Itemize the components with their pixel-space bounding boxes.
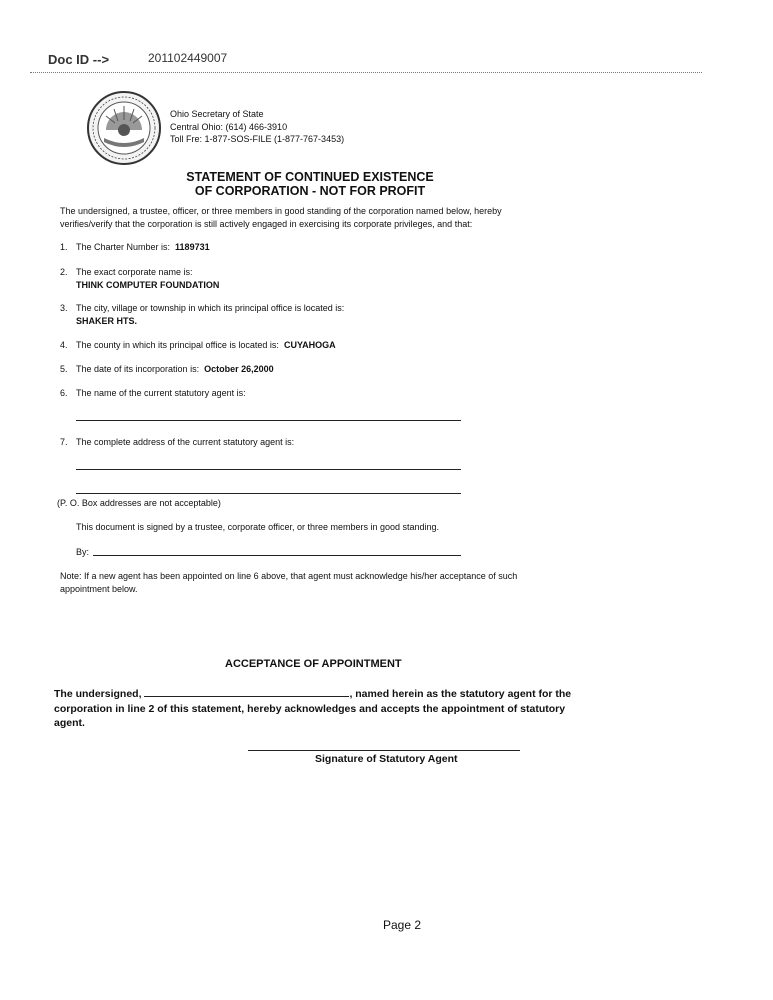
acceptance-statement — [54, 686, 574, 731]
office-contact — [170, 108, 344, 146]
item-label: The exact corporate name is: — [76, 267, 193, 277]
item-number: 1. — [60, 242, 68, 252]
agent-signature-label: Signature of Statutory Agent — [315, 753, 458, 765]
item-label: The complete address of the current statutory agent is: — [76, 437, 295, 447]
item-label: The name of the current statutory agent is: — [76, 388, 246, 398]
statutory-agent-address-line-1[interactable] — [76, 469, 461, 470]
item-number: 5. — [60, 364, 68, 374]
office-name: Ohio Secretary of State — [170, 109, 264, 119]
by-signature-line[interactable] — [93, 555, 461, 556]
item-number: 2. — [60, 267, 68, 277]
doc-id-label: Doc ID --> — [48, 52, 110, 67]
item-incorporation-date — [60, 363, 274, 376]
charter-number-value: 1189731 — [175, 242, 210, 252]
po-box-note: (P. O. Box addresses are not acceptable) — [57, 498, 221, 508]
page-number: Page 2 — [383, 918, 422, 932]
form-intro: The undersigned, a trustee, officer, or three members in good standing of the corporation named below, hereby verifies/verify that the corporation is still actively engaged in exercising its corporate privileges, and that: — [60, 206, 502, 229]
item-statutory-agent-name — [60, 387, 246, 400]
statutory-agent-address-line-2[interactable] — [76, 493, 461, 494]
form-title — [140, 170, 480, 198]
acceptance-suffix: , named herein as the statutory agent for the corporation in line 2 of this statement, hereby acknowledges and accepts the appointment of statutory agent. — [54, 688, 572, 729]
corporate-name-value: THINK COMPUTER FOUNDATION — [76, 280, 220, 290]
item-number: 3. — [60, 303, 68, 313]
signed-by-text: This document is signed by a trustee, corporate officer, or three members in good standing. — [76, 522, 440, 532]
form-title-line-1: STATEMENT OF CONTINUED EXISTENCE — [186, 170, 434, 184]
agent-signature-line[interactable] — [248, 750, 520, 751]
doc-id-value: 201102449007 — [148, 51, 228, 65]
acceptance-prefix: The undersigned, — [54, 688, 142, 700]
incorporation-date-value: October 26,2000 — [204, 364, 274, 374]
item-number: 4. — [60, 340, 68, 350]
item-number: 6. — [60, 388, 68, 398]
item-principal-office-city — [60, 302, 344, 328]
agent-name-field[interactable] — [144, 686, 349, 697]
item-label: The county in which its principal office is located is: — [76, 340, 279, 350]
header-divider — [30, 72, 702, 73]
statutory-agent-name-line[interactable] — [76, 420, 461, 421]
new-agent-note: Note: If a new agent has been appointed on line 6 above, that agent must acknowledge his/her acceptance of such appointment below. — [60, 571, 518, 594]
by-label: By: — [76, 547, 90, 557]
office-phone: Central Ohio: (614) 466-3910 — [170, 121, 288, 132]
form-title-line-2: OF CORPORATION - NOT FOR PROFIT — [194, 184, 426, 198]
acceptance-title: ACCEPTANCE OF APPOINTMENT — [225, 658, 402, 670]
item-charter-number — [60, 241, 210, 254]
ohio-seal-icon — [86, 90, 162, 166]
item-statutory-agent-address — [60, 436, 294, 449]
office-toll-free: Toll Fre: 1-877-SOS-FILE (1-877-767-3453) — [170, 134, 345, 144]
item-corporate-name — [60, 266, 219, 292]
item-number: 7. — [60, 437, 68, 447]
item-label: The city, village or township in which its principal office is located is: — [76, 303, 345, 313]
item-label: The date of its incorporation is: — [76, 364, 200, 374]
item-label: The Charter Number is: — [76, 242, 171, 252]
county-value: CUYAHOGA — [283, 340, 336, 350]
item-county — [60, 339, 336, 352]
principal-office-city-value: SHAKER HTS. — [76, 316, 138, 326]
